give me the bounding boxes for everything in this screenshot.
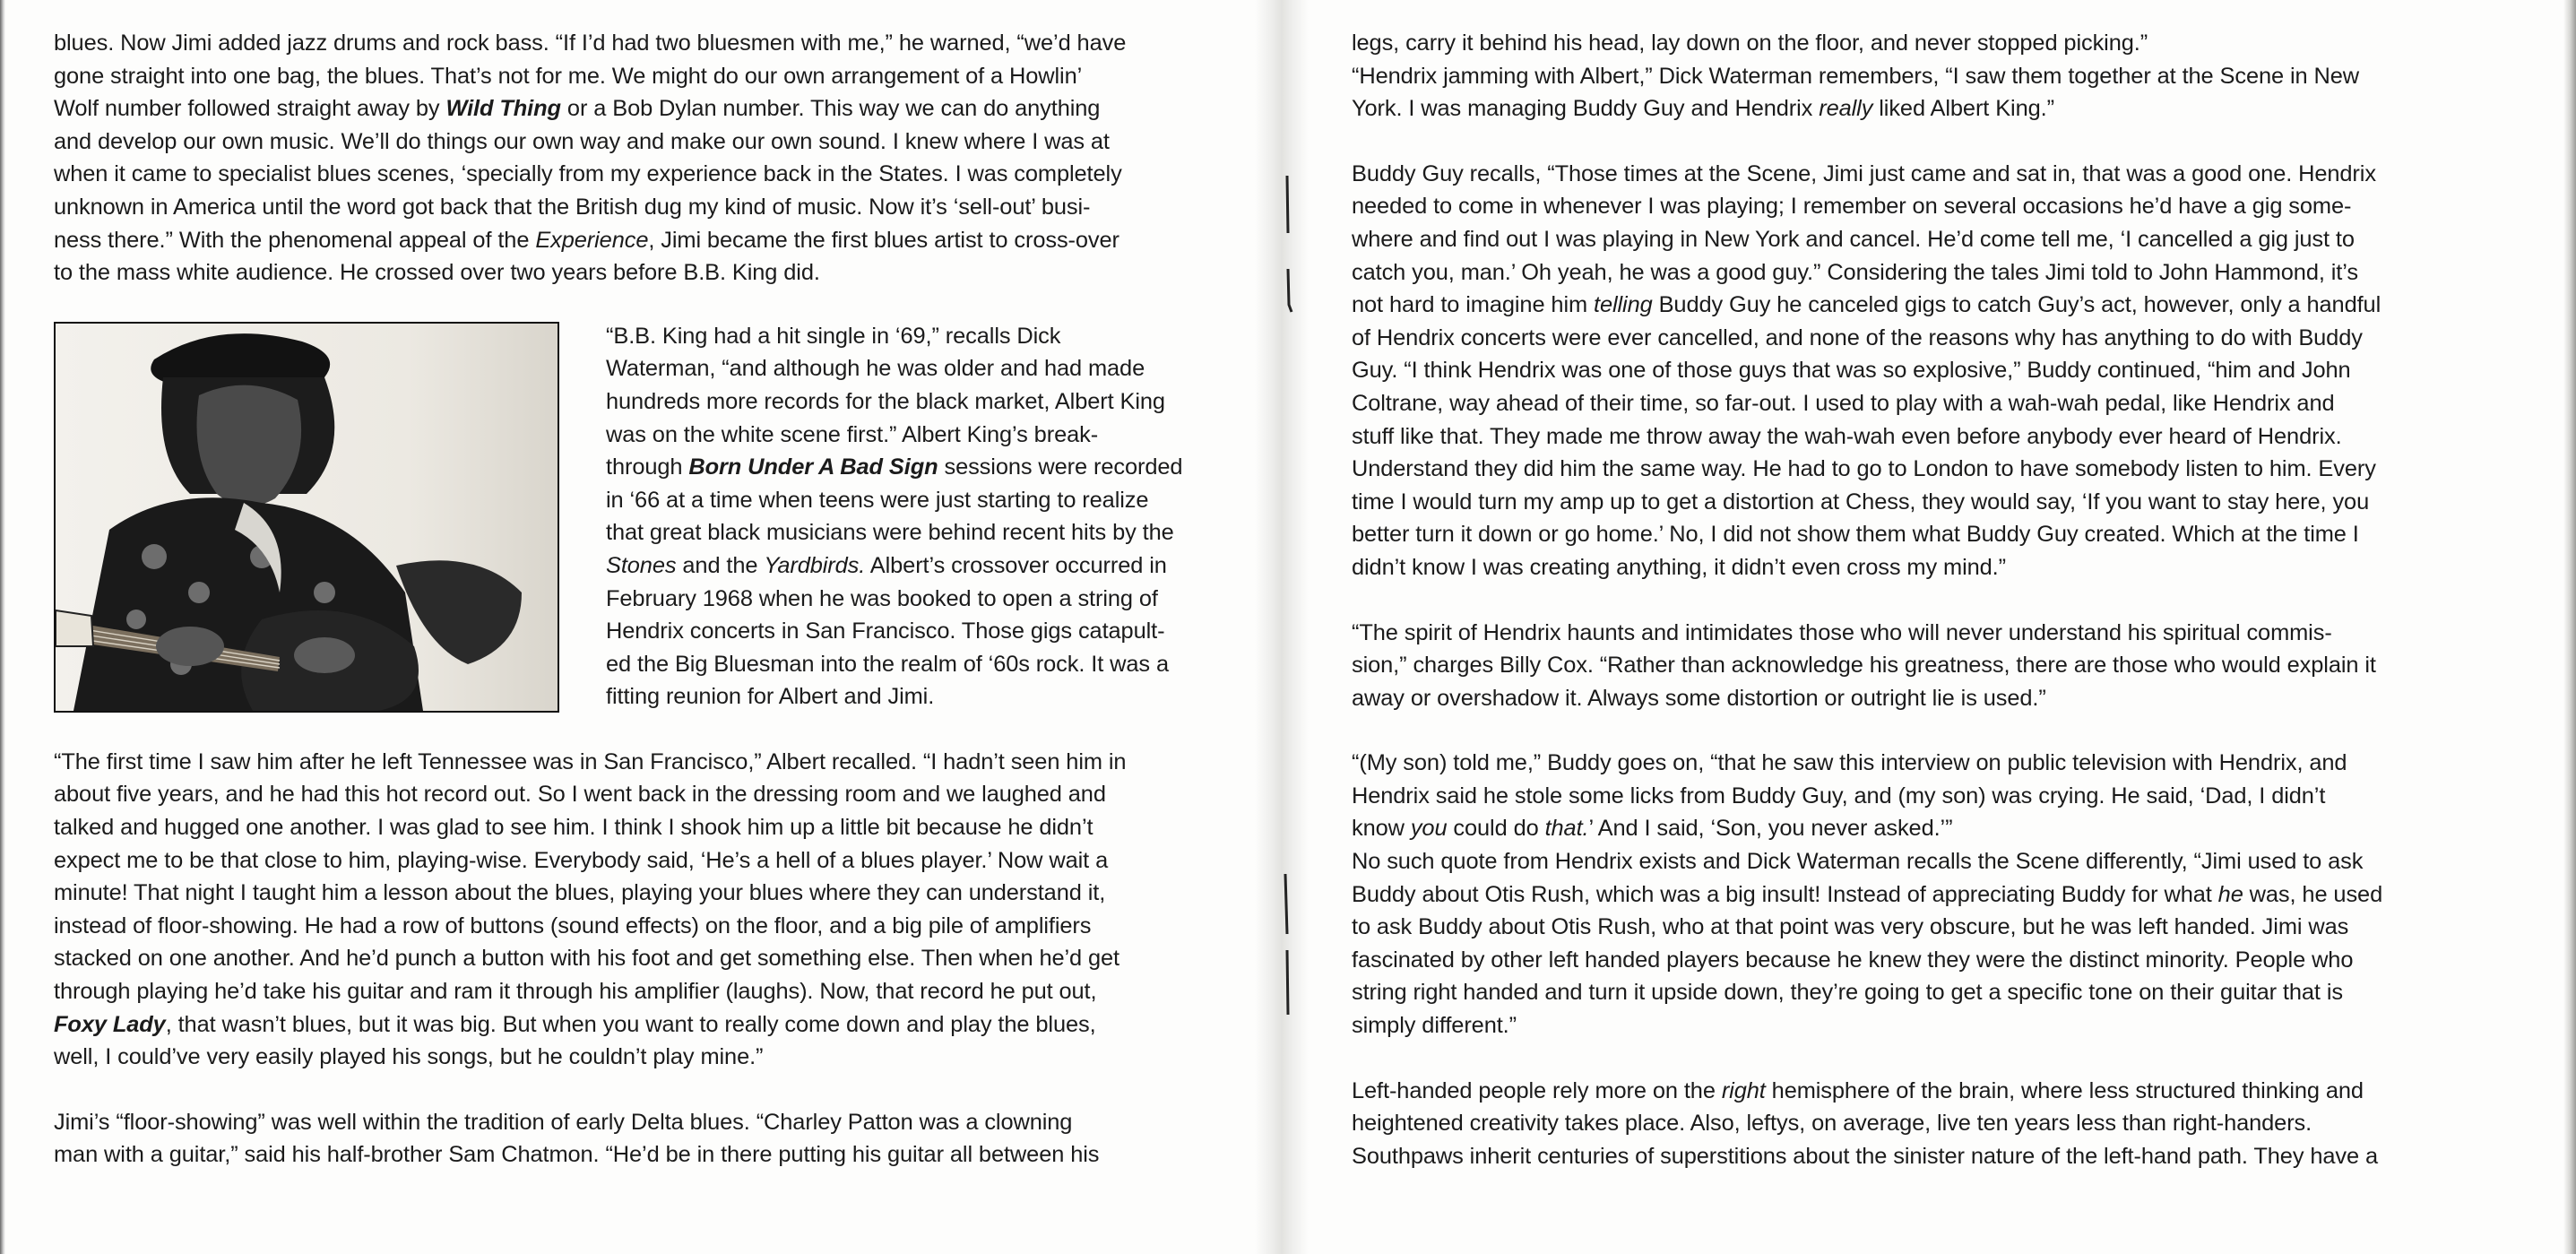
center-gutter	[1255, 0, 1309, 1254]
text-run: legs, carry it behind his head, lay down on the floor, and never stopped picking.” “Hendrix jamming with Albert,” Dick Waterman remembers, “I saw them together at the Scene in New York. I was managing Buddy Guy and Hendrix	[1352, 30, 2359, 122]
text-run: Buddy Guy he canceled gigs to catch Guy’s act, however, only a handful of Hendrix concerts were ever cancelled, and none of the reasons why has anything to do with Buddy Guy. “I think Hendrix was one of those guys that was so explosive,” Buddy continued, “him and John Coltrane, way ahead of their time, so far-out. I used to play with a wah-wah pedal, like Hendrix and stuff like that. They made me throw away the wah-wah even before anybody ever heard of Hendrix. Understand they did him the same way. He had to go to London to have somebody listen to him. Every time I would turn my amp up to get a distortion at Chess, they would say, ‘If you want to stay here, you better turn it down or go home.’ No, I did not show them what Buddy Guy created. Which at the time I didn’t know I was creating anything, it didn’t even cross my mind.”	[1352, 292, 2382, 580]
bold-italic-title: Born Under A Bad Sign	[688, 454, 938, 480]
text-run: hemisphere of the brain, where less structured thinking and heightened creativity takes place. Also, leftys, on average, live ten years less than right-handers. Southpaws inherit centuries of superstitions about the sinister nature of the left-hand path. They have a	[1352, 1077, 2379, 1169]
text-run: was, he used to ask Buddy about Otis Rush, who at that point was very obscure, but he was left handed. Jimi was fascinated by other left handed players because he knew they were the distinct minority. People who string right handed and turn it upside down, they’re going to get a specific tone on their guitar that is simply different.”	[1352, 881, 2383, 1039]
text-run: ’ And I said, ‘Son, you never asked.’” No such quote from Hendrix exists and Dick Waterman recalls the Scene differently, “Jimi used to ask Buddy about Otis Rush, which was a big insult! Instead of appreciating Buddy for what	[1352, 816, 2364, 907]
left-paragraph-1	[54, 27, 1219, 290]
text-run: Buddy Guy recalls, “Those times at the Scene, Jimi just came and sat in, that was a good one. Hendrix needed to come in whenever I was playing; I remember on several occasions he’d have a gig some- where and find out I was playing in New York and cancel. He’d come tell me, ‘I cancelled a gig just to catch you, man.’ Oh yeah, he was a good guy.” Considering the tales Jimi told to John Hammond, it’s not hard to imagine him	[1352, 160, 2376, 318]
text-run: “(My son) told me,” Buddy goes on, “that he saw this interview on public television with Hendrix, and Hendrix said he stole some licks from Buddy Guy, and (my son) was crying. He said, ‘Dad, I didn’t know	[1352, 750, 2347, 842]
italic-text: really	[1819, 96, 1873, 122]
text-run: and the	[676, 552, 765, 578]
text-run: Albert’s crossover occurred in February 1968 when he was booked to open a string of Hendrix concerts in San Francisco. Those gigs catapult- ed the Big Bluesman into the realm of ‘60s rock. It was a fitting reunion for Albert and Jimi.	[606, 552, 1169, 710]
photo-side-paragraph	[606, 320, 1219, 713]
italic-text: Experience	[535, 227, 649, 253]
left-paragraph-3	[54, 746, 1219, 1074]
right-paragraph-3	[1352, 617, 2481, 715]
italic-text: Yardbirds.	[764, 552, 866, 578]
text-run: or a Bob Dylan number. This way we can do anything and develop our own music. We’ll do things our own way and make our own sound. I knew where I was at when it came to specialist blues scenes, ‘specially from my experience back in the States. I was completely unknown in America until the word got back that the British dug my kind of music. Now it’s ‘sell-out’ busi- ness there.” With the phenomenal appeal of the	[54, 96, 1122, 253]
paragraph-gap	[54, 713, 1219, 746]
right-page	[1352, 27, 2481, 1172]
right-paragraph-4	[1352, 747, 2481, 1042]
text-run: , that wasn’t blues, but it was big. But when you want to really come down and play the blues, well, I could’ve very easily played his songs, but he couldn’t play mine.”	[54, 1011, 1096, 1070]
text-run: blues. Now Jimi added jazz drums and rock bass. “If I’d had two bluesmen with me,” he warned, “we’d have gone straight into one bag, the blues. That’s not for me. We might do our own arrangement of a Howlin’ Wolf number followed straight away by	[54, 30, 1127, 122]
photo-block	[54, 320, 1219, 713]
paragraph-gap	[1352, 125, 2481, 158]
paragraph-gap	[1352, 714, 2481, 747]
left-page	[54, 27, 1219, 1172]
text-run: Jimi’s “floor-showing” was well within the tradition of early Delta blues. “Charley Patton was a clowning man with a guitar,” said his half-brother Sam Chatmon. “He’d be in there putting his guitar all between his	[54, 1109, 1100, 1168]
italic-text: Stones	[606, 552, 677, 578]
bold-italic-title: Wild Thing	[445, 96, 561, 122]
text-run: “The first time I saw him after he left Tennessee was in San Francisco,” Albert recalled. “I hadn’t seen him in about five years, and he had this hot record out. So I went back in the dressing room and we laughed and talked and hugged one another. I was glad to see him. I think I shook him up a little bit because he didn’t expect me to be that close to him, playing-wise. Everybody said, ‘He’s a hell of a blues player.’ Now wait a minute! That night I taught him a lesson about the blues, playing your blues where they can understand it, instead of floor-showing. He had a row of buttons (sound effects) on the floor, and a big pile of amplifiers stacked on one another. And he’d punch a button with his foot and get something else. Then when he’d get through playing he’d take his guitar and ram it through his amplifier (laughs). Now, that record he put out,	[54, 748, 1127, 1005]
text-run: , Jimi became the first blues artist to cross-over to the mass white audience. He crossed over two years before B.B. King did.	[54, 227, 1119, 286]
left-paragraph-4	[54, 1106, 1219, 1172]
italic-text: he	[2217, 881, 2243, 907]
paragraph-gap	[54, 1074, 1219, 1106]
text-run: liked Albert King.”	[1872, 96, 2054, 122]
paragraph-gap	[1352, 1042, 2481, 1075]
italic-text: right	[1721, 1077, 1766, 1103]
text-run: sessions were recorded in ‘66 at a time when teens were just starting to realize that great black musicians were behind recent hits by the	[606, 454, 1183, 546]
italic-text: you	[1410, 816, 1448, 842]
paragraph-gap	[1352, 584, 2481, 617]
right-paragraph-1	[1352, 27, 2481, 125]
text-run: “B.B. King had a hit single in ‘69,” recalls Dick Waterman, “and although he was older and had made hundreds more records for the black market, Albert King was on the white scene first.” Albert King’s break- through	[606, 323, 1165, 480]
text-run: could do	[1447, 816, 1545, 842]
italic-text: telling	[1594, 292, 1653, 318]
text-run: Left-handed people rely more on the	[1352, 1077, 1722, 1103]
right-paragraph-5	[1352, 1075, 2481, 1173]
italic-text: that.	[1544, 816, 1589, 842]
text-run: “The spirit of Hendrix haunts and intimidates those who will never understand his spiritual commis- sion,” charges Billy Cox. “Rather than acknowledge his greatness, there are those who would explain it away or overshadow it. Always some distortion or outright lie is used.”	[1352, 619, 2376, 711]
page-edge-left	[0, 0, 5, 1254]
right-paragraph-2	[1352, 158, 2481, 584]
page-edge-right	[2563, 0, 2576, 1254]
guitarist-photo	[54, 322, 559, 713]
bold-italic-title: Foxy Lady	[54, 1011, 166, 1037]
